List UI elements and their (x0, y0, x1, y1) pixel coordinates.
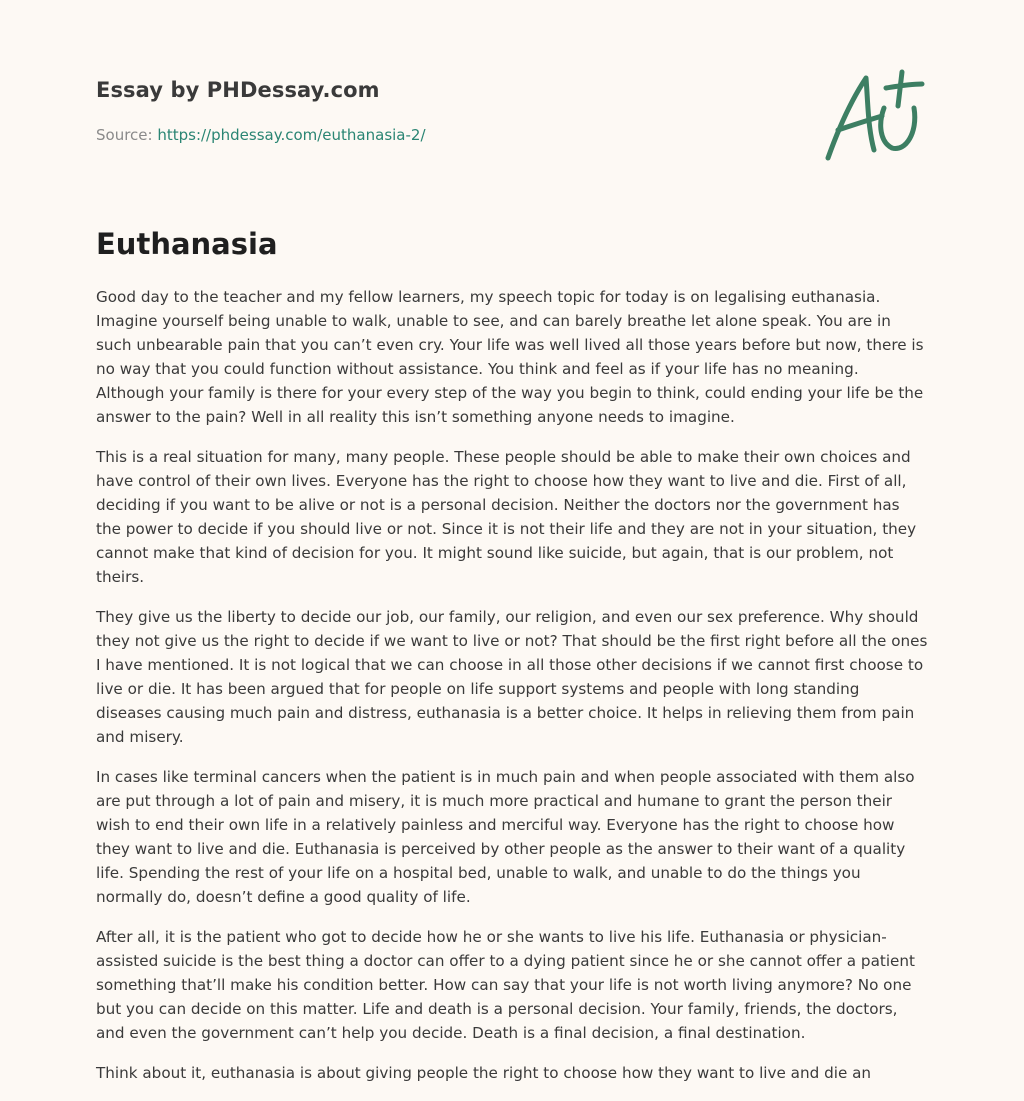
paragraph: Good day to the teacher and my fellow learners, my speech topic for today is on legalising euthanasia. Imagine yourself being unable to walk, unable to see, and can barely breathe let alone speak. You are in such unbearable pain that you can’t even cry. Your life was well lived all those years before but now, there is no way that you could function without assistance. You think and feel as if your life has no meaning. Although your family is there for your every step of the way you begin to think, could ending your life be the answer to the pain? Well in all reality this isn’t something anyone needs to imagine. (96, 288, 924, 426)
article-title: Euthanasia (96, 227, 278, 261)
paragraph: In cases like terminal cancers when the patient is in much pain and when people associated with them also are put through a lot of pain and misery, it is much more practical and humane to grant the person their wish to end their own life in a relatively painless and merciful way. Everyone has the right to choose how they want to live and die. Euthanasia is perceived by other people as the answer to their want of a quality life. Spending the rest of your life on a hospital bed, unable to walk, and unable to do the things you normally do, doesn’t define a good quality of life. (96, 768, 915, 906)
source-link[interactable]: https://phdessay.com/euthanasia-2/ (157, 126, 426, 144)
a-plus-grade-icon (818, 66, 930, 166)
paragraph: This is a real situation for many, many people. These people should be able to make their own choices and have control of their own lives. Everyone has the right to choose how they want to live and die. First of all, deciding if you want to be alive or not is a personal decision. Neither the doctors nor the government has the power to decide if you should live or not. Since it is not their life and they are not in your situation, they cannot make that kind of decision for you. It might sound like suicide, but again, that is our problem, not theirs. (96, 448, 917, 586)
paragraph: After all, it is the patient who got to decide how he or she wants to live his life. Euthanasia or physician-assisted suicide is the best thing a doctor can offer to a dying patient since he or she cannot offer a patient something that’ll make his condition better. How can say that your life is not worth living anymore? No one but you can decide on this matter. Life and death is a personal decision. Your family, friends, the doctors, and even the government can’t help you decide. Death is a final decision, a final destination. (96, 928, 915, 1042)
source-line (96, 124, 796, 146)
paragraph: Think about it, euthanasia is about giving people the right to choose how they want to live and die an (96, 1064, 872, 1082)
article-body (96, 285, 928, 1101)
source-label: Source: (96, 126, 158, 144)
brand-title: Essay by PHDessay.com (96, 78, 380, 102)
paragraph: They give us the liberty to decide our job, our family, our religion, and even our sex preference. Why should they not give us the right to decide if we want to live or not? That should be the first right before all the ones I have mentioned. It is not logical that we can choose in all those other decisions if we cannot first choose to live or die. It has been argued that for people on life support systems and people with long standing diseases causing much pain and distress, euthanasia is a better choice. It helps in relieving them from pain and misery. (96, 608, 928, 746)
page-header (96, 76, 796, 146)
